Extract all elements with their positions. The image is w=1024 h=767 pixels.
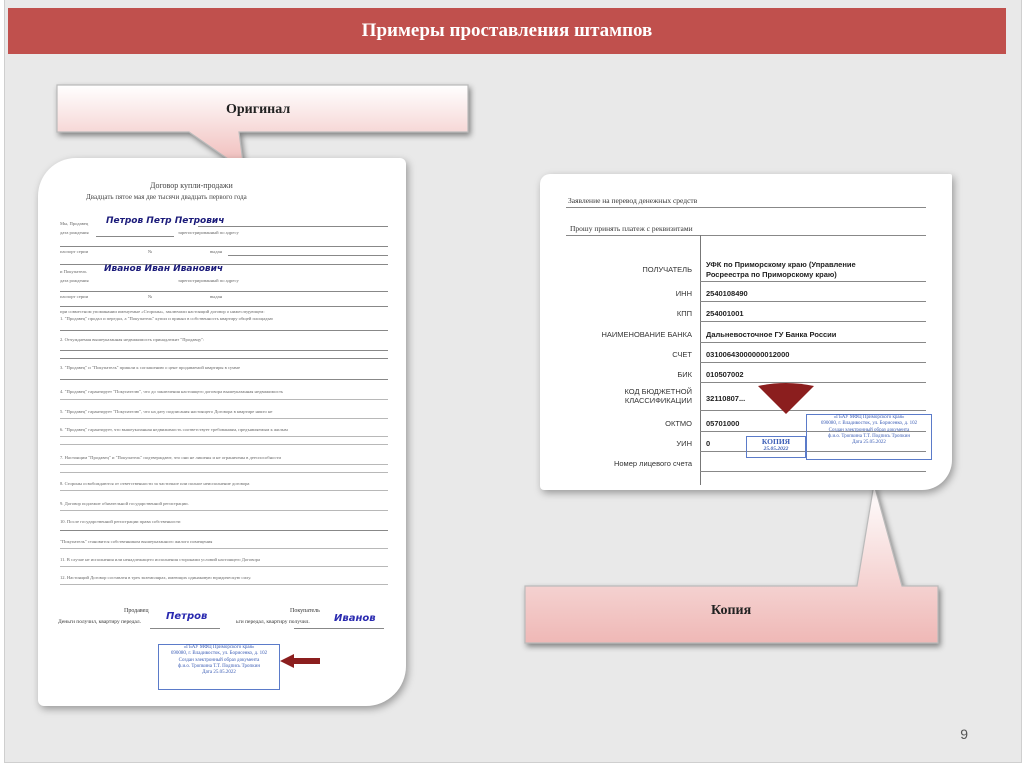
rule	[60, 566, 388, 567]
rule	[60, 510, 388, 511]
rule	[60, 464, 388, 465]
row-label: ОКТМО	[665, 419, 692, 428]
passport-no-label: №	[148, 249, 153, 254]
rule	[60, 306, 388, 307]
row-label: КПП	[676, 309, 692, 318]
money-received-text: Деньги получил, квартиру передал.	[58, 619, 141, 625]
payment-heading: Заявление на перевод денежных средств	[568, 196, 698, 205]
stamp-line: «ГБАУ МФЦ Приморского края»	[183, 645, 255, 650]
contract-subtitle: Двадцать пятое мая две тысячи двадцать первого года	[86, 193, 247, 201]
row-value: 32110807...	[706, 394, 746, 403]
mfc-stamp	[806, 414, 932, 460]
callout-copy-label: Копия	[711, 603, 752, 618]
rule	[566, 207, 926, 208]
stamp-line: Создан электронный образ документа	[178, 657, 260, 663]
slide-title: Примеры проставления штампов	[8, 8, 1006, 54]
rule	[566, 235, 926, 236]
row-value: 010507002	[706, 370, 744, 379]
birth-date-label: дата рождения	[60, 278, 89, 283]
rule	[60, 358, 388, 359]
rule	[700, 321, 926, 322]
body-line: при совместном упоминании именуемые «Стороны», заключили настоящий договор о нижеследующем:	[60, 309, 265, 314]
row-label: СЧЕТ	[672, 350, 692, 359]
body-line: 2. Отчуждаемая вышеуказанная недвижимость принадлежит "Продавцу":	[60, 337, 205, 342]
body-line: 4. "Продавец" гарантирует "Покупателю", что до заключения настоящего договора вышеуказанная недвижимость	[60, 389, 284, 394]
rule	[198, 226, 388, 227]
body-line: 11. В случае не исполнения или ненадлежащего исполнения сторонами условий настоящего Договора	[60, 557, 260, 562]
rule	[700, 301, 926, 302]
row-label: ПОЛУЧАТЕЛЬ	[642, 265, 692, 274]
stamp-line: Дата 25.05.2022	[852, 440, 886, 445]
arrow-icon	[280, 654, 320, 668]
page-number: 9	[960, 726, 968, 742]
rule	[60, 436, 388, 437]
row-label: НАИМЕНОВАНИЕ БАНКА	[601, 330, 692, 339]
seller-signature: Петров	[166, 611, 208, 622]
rule	[150, 628, 220, 629]
copy-stamp-text: КОПИЯ	[761, 437, 791, 446]
seller-sign-label: Продавец	[124, 608, 149, 614]
rule	[60, 291, 388, 292]
arrow-down-icon	[758, 380, 814, 414]
buyer-signature: Иванов	[334, 613, 376, 624]
row-label: УИН	[676, 439, 692, 448]
birth-date-label: дата рождения	[60, 230, 89, 235]
rule	[60, 490, 388, 491]
rule	[700, 471, 926, 472]
copy-stamp	[746, 436, 806, 458]
row-value: 2540108490	[706, 289, 748, 298]
body-line: "Покупатель" становится собственником вышеуказанного жилого помещения	[60, 539, 213, 544]
rule	[96, 236, 174, 237]
passport-series-label: паспорт серии	[60, 294, 89, 299]
contract-title: Договор купли-продажи	[150, 181, 233, 190]
seller-prefix: Мы, Продавец	[60, 221, 89, 226]
stamp-line: ф.и.о. Тропкина Т.Т. Подпись Тропкин	[828, 433, 910, 439]
rule	[60, 444, 388, 445]
row-value: 0	[706, 439, 711, 448]
copy-stamp-date: 25.05.2022	[763, 446, 789, 453]
buyer-prefix: и Покупатель	[60, 269, 87, 274]
payment-request: Прошу принять платеж с реквизитами	[570, 224, 693, 233]
body-line: 6. "Продавец" гарантирует, что вышеуказанная недвижимость соответствует требованиям, предъявляемым к жилым	[60, 427, 288, 432]
passport-series-label: паспорт серии	[60, 249, 89, 254]
stamp-line: 690080, г. Владивосток, ул. Борисенко, д. 102	[820, 421, 918, 427]
row-value: УФК по Приморскому краю (Управление Росреестра по Приморскому краю)	[706, 260, 856, 279]
payment-copy	[540, 174, 952, 490]
row-value: Дальневосточное ГУ Банка России	[706, 330, 837, 339]
callout-original-label: Оригинал	[226, 102, 291, 117]
stamp-line: Дата 25.05.2022	[202, 670, 236, 675]
rule	[60, 330, 388, 331]
rule	[60, 530, 388, 531]
rule	[700, 281, 926, 282]
buyer-name: Иванов Иван Иванович	[104, 264, 224, 274]
registered-label: зарегистрированный по адресу	[178, 278, 239, 283]
row-value: 03100643000000012000	[706, 350, 790, 359]
body-line: 8. Стороны освобождаются от ответственности за частичное или полное неисполнение договора	[60, 481, 250, 486]
rule	[60, 584, 388, 585]
table-divider	[700, 235, 701, 485]
row-label: БИК	[677, 370, 692, 379]
body-line: 5. "Продавец" гарантирует "Покупателю", что на дату подписания настоящего Договора в квартире никто не	[60, 409, 273, 414]
row-label: Номер лицевого счета	[613, 459, 692, 468]
row-value: 05701000	[706, 419, 740, 428]
stamp-line: 690080, г. Владивосток, ул. Борисенко, д. 102	[170, 651, 268, 657]
seller-name: Петров Петр Петрович	[106, 216, 225, 226]
rule	[60, 418, 388, 419]
body-line: 9. Договор подлежит обязательной государственной регистрации.	[60, 501, 189, 506]
apartment-received-text: ьги передал, квартиру получил.	[236, 619, 310, 625]
body-line: 12. Настоящий Договор составлен в трех экземплярах, имеющих одинаковую юридическую силу.	[60, 575, 252, 580]
body-line: 7. Настоящим "Продавец" и "Покупатель" подтверждают, что они не лишены и не ограничены в дееспособности	[60, 455, 281, 460]
stamp-line: «ГБАУ МФЦ Приморского края»	[833, 415, 905, 420]
row-label: ИНН	[675, 289, 692, 298]
rule	[700, 362, 926, 363]
rule	[294, 628, 384, 629]
contract-original	[38, 158, 406, 706]
mfc-stamp	[158, 644, 280, 690]
stamp-line: ф.и.о. Тропкина Т.Т. Подпись Тропкин	[178, 663, 260, 669]
rule	[60, 379, 388, 380]
body-line: 1. "Продавец" продал и передал, а "Покупатель" купил и принял в собственность квартиру общей площадью	[60, 316, 273, 321]
passport-no-label: №	[148, 294, 153, 299]
row-value: 254001001	[706, 309, 744, 318]
rule	[700, 342, 926, 343]
rule	[60, 472, 388, 473]
body-line: 3. "Продавец" и "Покупатель" пришли к соглашению о цене продаваемой квартиры в сумме	[60, 365, 240, 370]
row-label: КОД БЮДЖЕТНОЙ КЛАССИФИКАЦИИ	[624, 387, 692, 406]
body-line: 10. После государственной регистрации права собственности	[60, 519, 181, 524]
rule	[228, 255, 388, 256]
rule	[60, 246, 388, 247]
stamp-line: Создан электронный образ документа	[828, 427, 910, 433]
issued-label: выдан	[210, 249, 223, 254]
buyer-sign-label: Покупатель	[290, 608, 320, 614]
rule	[60, 399, 388, 400]
callout-copy	[522, 480, 944, 650]
issued-label: выдан	[210, 294, 223, 299]
rule	[60, 548, 388, 549]
registered-label: зарегистрированный по адресу	[178, 230, 239, 235]
rule	[60, 350, 388, 351]
